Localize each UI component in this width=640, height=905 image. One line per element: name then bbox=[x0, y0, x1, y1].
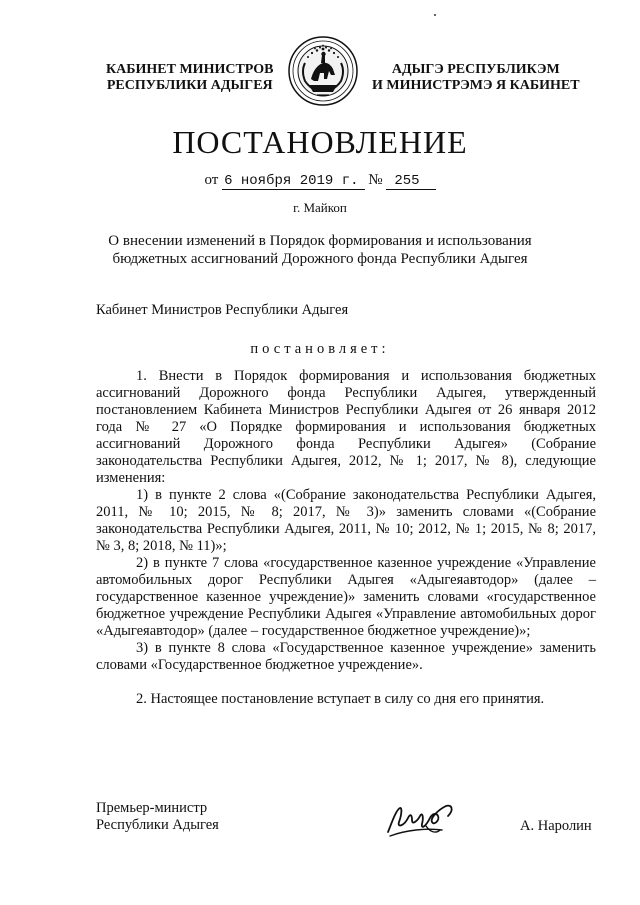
issuer: Кабинет Министров Республики Адыгея bbox=[96, 302, 349, 318]
subject-line2: бюджетных ассигнований Дорожного фонда Республики Адыгея bbox=[112, 251, 528, 267]
document-number: 255 bbox=[386, 173, 435, 190]
republic-coat-of-arms-icon bbox=[287, 35, 359, 107]
document-date: 6 ноября 2019 г. bbox=[222, 173, 364, 190]
paragraph-1-2: 2) в пункте 7 слова «государственное казенное учреждение «Управление автомобильных дорог Республики Адыгея «Адыгеяавтодор» (далее – государственное казенное учреждение)» заменить словами «государственное бюджетное учреждение Республики Адыгея «Управление автомобильных дорог «Адыгеяавтодор» (далее – государственное бюджетное учреждение)»; bbox=[96, 555, 596, 639]
resolves-word: постановляет: bbox=[250, 341, 390, 357]
document-body bbox=[96, 368, 596, 708]
handwritten-signature-icon bbox=[382, 796, 462, 840]
paragraph-1-1: 1) в пункте 2 слова «(Собрание законодательства Республики Адыгея, 2011, № 10; 2015, № 8; 2017, № 3)» заменить словами «(Собрание законодательства Республики Адыгея, 2011, № 10; 2012, № 1; 2015, № 8; 2017, № 3, 8; 2018, № 11)»; bbox=[96, 487, 596, 554]
position-line2: Республики Адыгея bbox=[96, 817, 219, 833]
header-right-line1: АДЫГЭ РЕСПУБЛИКЭМ bbox=[391, 62, 560, 77]
header-right-line2: И МИНИСТРЭМЭ Я КАБИНЕТ bbox=[372, 78, 580, 93]
header-right bbox=[372, 62, 580, 94]
paragraph-1: 1. Внести в Порядок формирования и использования бюджетных ассигнований Дорожного фонда Республики Адыгея, утвержденный постановлением Кабинета Министров Республики Адыгея от 26 января 2012 года № 27 «О Порядке формирования и использования бюджетных ассигнований Дорожного фонда Республики Адыгея» (Собрание законодательства Республики Адыгея, 2012, № 1; 2017, № 8), следующие изменения: bbox=[96, 368, 596, 486]
number-prefix: № bbox=[368, 172, 383, 188]
position-line1: Премьер-министр bbox=[96, 800, 208, 816]
scan-speck bbox=[434, 14, 436, 16]
date-prefix: от bbox=[204, 172, 219, 188]
header-left-line2: РЕСПУБЛИКИ АДЫГЕЯ bbox=[106, 78, 273, 93]
header-left bbox=[106, 62, 274, 94]
paragraph-2: 2. Настоящее постановление вступает в силу со дня его принятия. bbox=[136, 691, 545, 707]
header-left-line1: КАБИНЕТ МИНИСТРОВ bbox=[106, 62, 274, 77]
paragraph-1-3: 3) в пункте 8 слова «Государственное казенное учреждение» заменить словами «Государственное бюджетное учреждение». bbox=[96, 640, 596, 673]
document-title: ПОСТАНОВЛЕНИЕ bbox=[172, 124, 468, 160]
document-subject bbox=[60, 232, 580, 268]
signatory-position bbox=[96, 800, 219, 834]
date-line bbox=[0, 172, 640, 189]
city: г. Майкоп bbox=[293, 200, 347, 215]
subject-line1: О внесении изменений в Порядок формирования и использования bbox=[108, 233, 532, 249]
signatory-name: А. Наролин bbox=[520, 818, 592, 834]
